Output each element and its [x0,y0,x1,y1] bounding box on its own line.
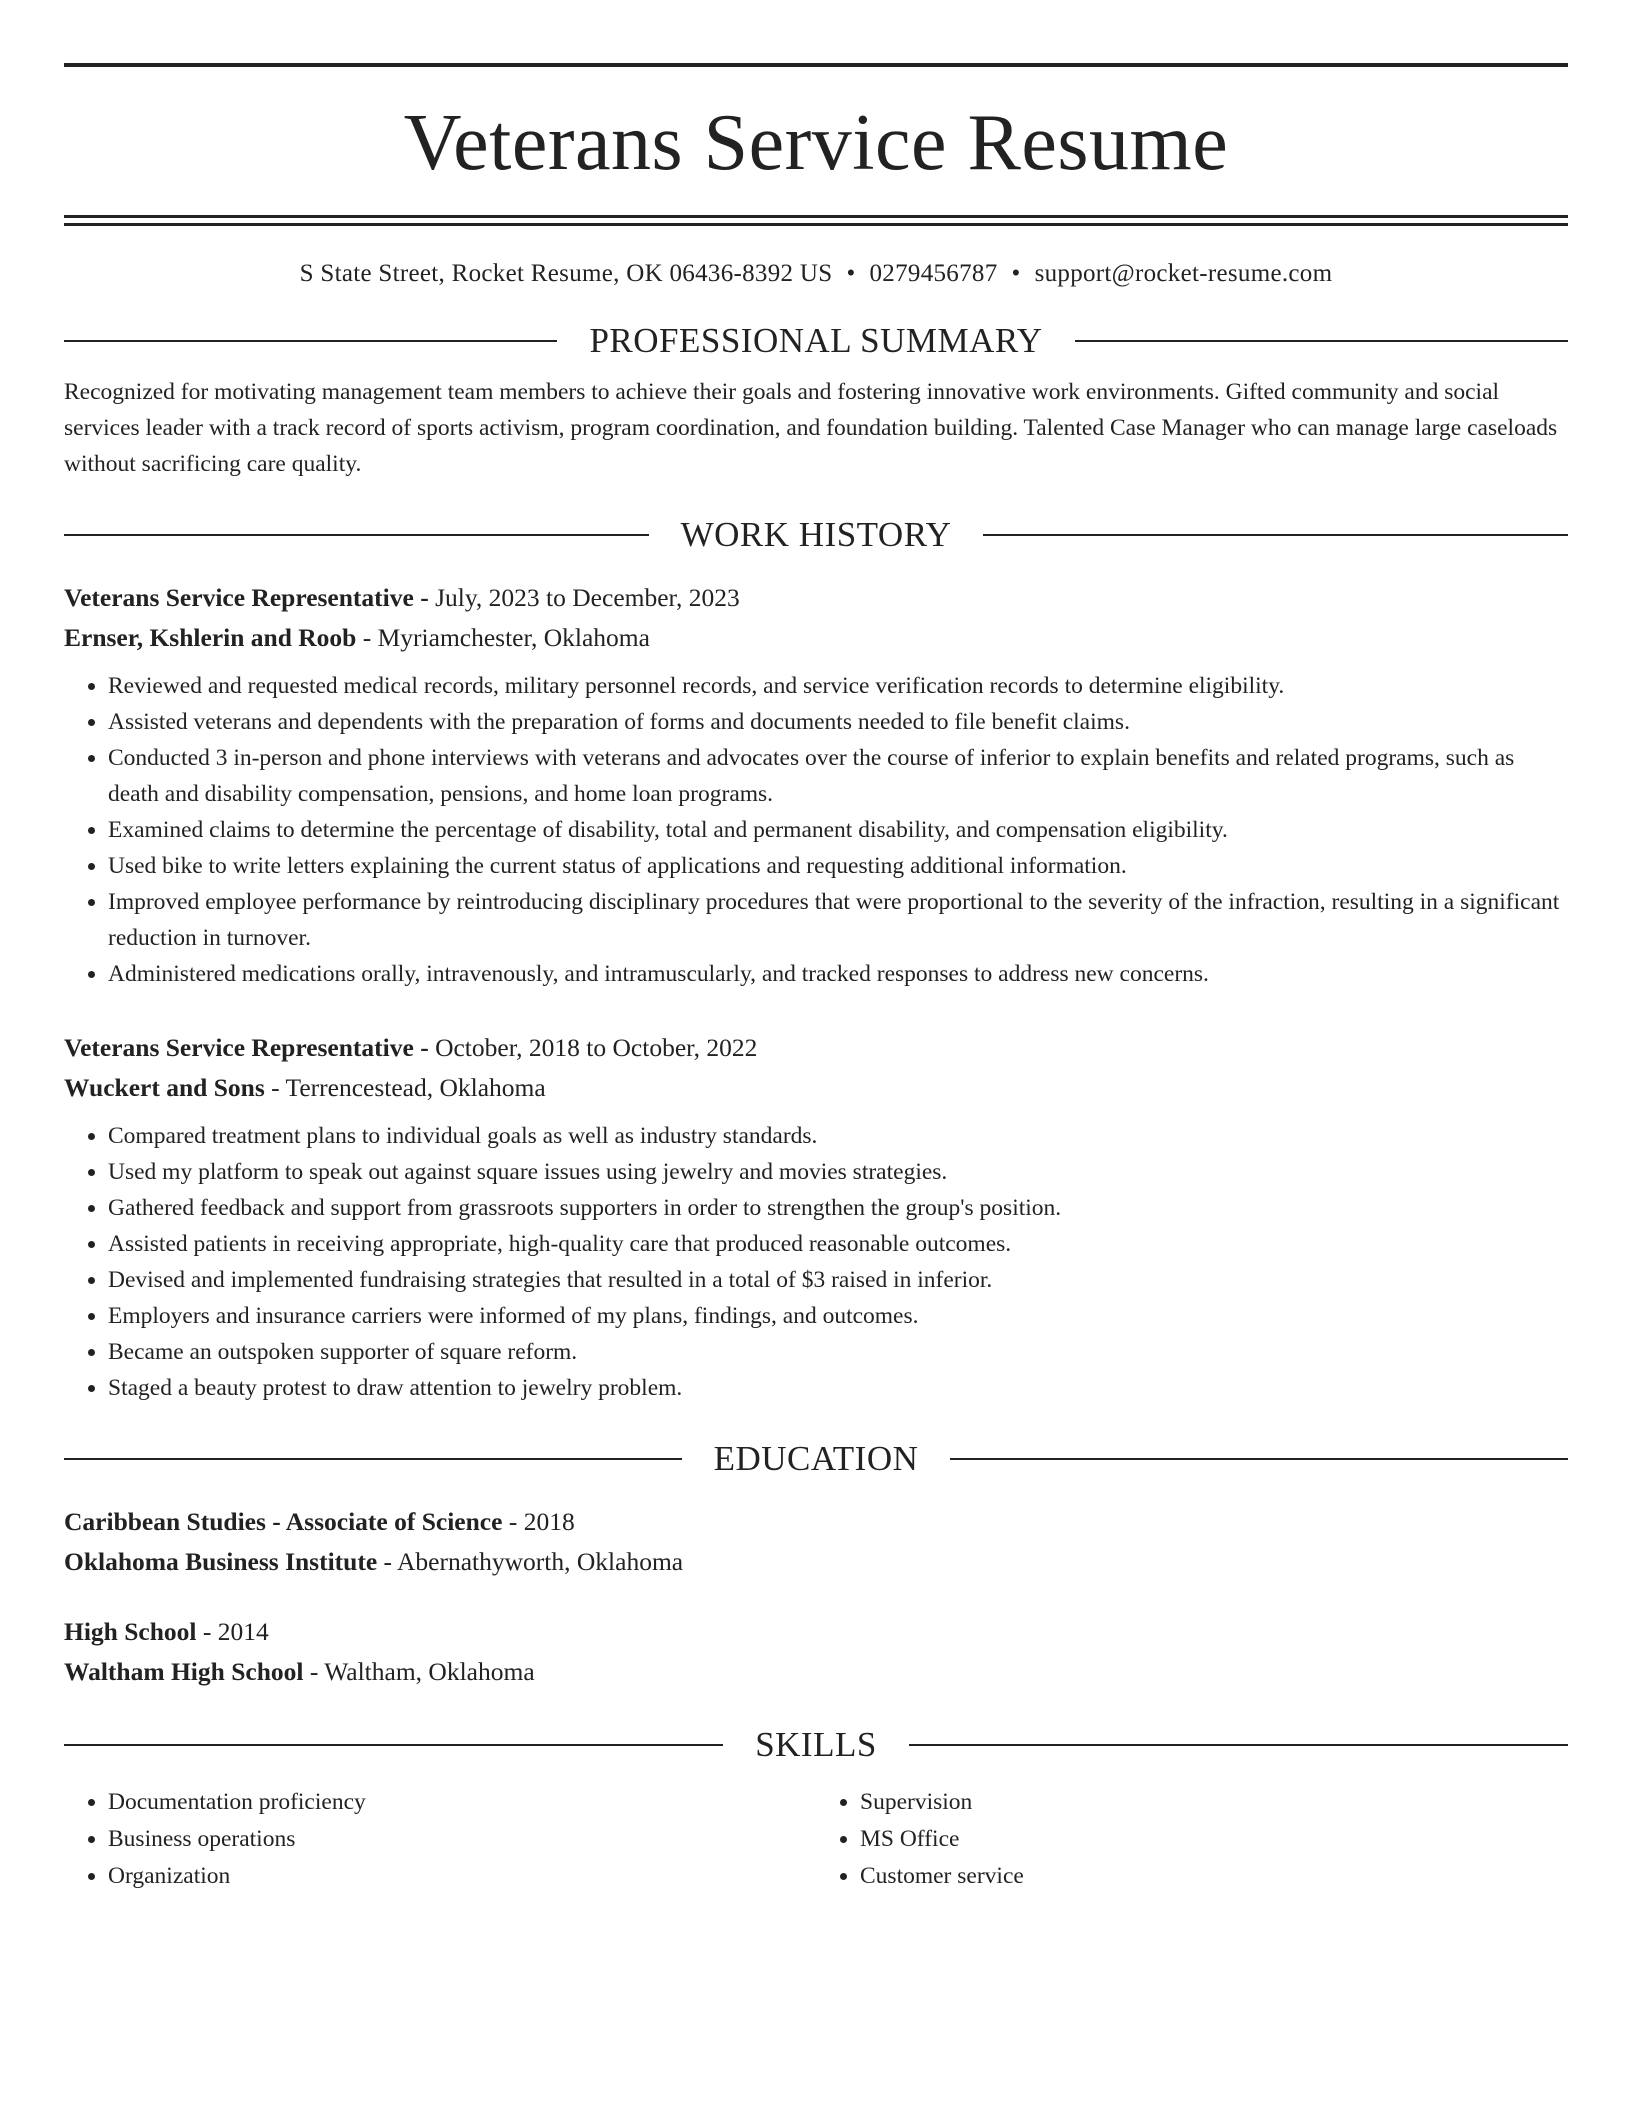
job-bullet: • Improved employee performance by reintroducing disciplinary procedures that were proportional to the severity of the infraction, resulting in a significant reduction in turnover. [108,884,1568,956]
job-company-line: Wuckert and Sons - Terrencestead, Oklahoma [64,1073,546,1102]
section-header-skills [64,1724,1568,1766]
education-school: Oklahoma Business Institute [64,1547,378,1576]
skill-item: • MS Office [860,1821,1568,1858]
education-degree-line: Caribbean Studies - Associate of Science - 2018 [64,1507,575,1536]
job-bullet: • Staged a beauty protest to draw attention to jewelry problem. [108,1370,1568,1406]
contact-separator: • [1011,260,1021,287]
skills-column-right [816,1784,1568,1895]
contact-email: support@rocket-resume.com [1034,260,1333,287]
contact-line [64,260,1568,288]
section-title-skills: SKILLS [755,1725,877,1764]
job-bullet: • Reviewed and requested medical records, military personnel records, and service verification records to determine eligibility. [108,668,1568,704]
education-year: 2018 [523,1507,575,1536]
section-rule [909,1744,1568,1746]
job-location: Terrencestead, Oklahoma [285,1073,546,1102]
education-location: Abernathyworth, Oklahoma [397,1547,684,1576]
job-company: Wuckert and Sons [64,1073,265,1102]
job-bullet: • Assisted veterans and dependents with the preparation of forms and documents needed to file benefit claims. [108,704,1568,740]
education-degree: High School [64,1617,197,1646]
section-rule [64,1458,682,1460]
job-bullet: • Compared treatment plans to individual goals as well as industry standards. [108,1118,1568,1154]
job-bullet: • Conducted 3 in-person and phone interviews with veterans and advocates over the course of inferior to explain benefits and related programs, such as death and disability compensation, pensions, and home loan programs. [108,740,1568,812]
skills-grid [64,1784,1568,1895]
contact-separator: • [846,260,856,287]
education-degree-line: High School - 2014 [64,1617,269,1646]
job-entry [64,1028,1568,1406]
section-title-summary: PROFESSIONAL SUMMARY [589,321,1043,360]
section-rule [64,340,557,342]
education-degree: Caribbean Studies - Associate of Science [64,1507,503,1536]
contact-address: S State Street, Rocket Resume, OK 06436-8392 US [299,260,833,287]
education-entry [64,1502,1568,1582]
section-rule [64,1744,723,1746]
job-title-line: Veterans Service Representative - October, 2018 to October, 2022 [64,1033,758,1062]
job-title-line: Veterans Service Representative - July, 2023 to December, 2023 [64,583,740,612]
skill-item: • Customer service [860,1858,1568,1895]
education-school: Waltham High School [64,1657,304,1686]
summary-text: Recognized for motivating management team members to achieve their goals and fostering innovative work environments. Gifted community and social services leader with a track record of sports activism, program coordination, and foundation building. Talented Case Manager who can manage large caseloads without sacrificing care quality. [64,379,1558,477]
job-bullet: • Administered medications orally, intravenously, and intramuscularly, and tracked responses to address new concerns. [108,956,1568,992]
job-location: Myriamchester, Oklahoma [377,623,650,652]
education-entry [64,1612,1568,1692]
job-entry [64,578,1568,992]
job-dates: July, 2023 to December, 2023 [435,583,740,612]
section-title-work: WORK HISTORY [680,515,952,554]
skill-item: • Documentation proficiency [108,1784,816,1821]
section-header-education [64,1438,1568,1480]
education-year: 2014 [217,1617,269,1646]
section-rule [983,534,1568,536]
job-company-line: Ernser, Kshlerin and Roob - Myriamchester, Oklahoma [64,623,650,652]
title-double-rule [64,215,1568,226]
resume-title: Veterans Service Resume [403,99,1229,187]
skill-item: • Organization [108,1858,816,1895]
job-bullet: • Employers and insurance carriers were informed of my plans, findings, and outcomes. [108,1298,1568,1334]
section-rule [950,1458,1568,1460]
skill-item: • Business operations [108,1821,816,1858]
skill-item: • Supervision [860,1784,1568,1821]
job-bullet: • Became an outspoken supporter of square reform. [108,1334,1568,1370]
education-school-line: Oklahoma Business Institute - Abernathyworth, Oklahoma [64,1547,684,1576]
section-title-education: EDUCATION [713,1439,919,1478]
skills-column-left [64,1784,816,1895]
job-bullet: • Devised and implemented fundraising strategies that resulted in a total of $3 raised in inferior. [108,1262,1568,1298]
education-school-line: Waltham High School - Waltham, Oklahoma [64,1657,535,1686]
education-location: Waltham, Oklahoma [324,1657,535,1686]
job-title: Veterans Service Representative [64,1033,414,1062]
top-rule [64,63,1568,67]
job-bullet: • Assisted patients in receiving appropriate, high-quality care that produced reasonable outcomes. [108,1226,1568,1262]
job-bullet: • Used my platform to speak out against square issues using jewelry and movies strategies. [108,1154,1568,1190]
section-rule [1075,340,1568,342]
job-title: Veterans Service Representative [64,583,414,612]
job-bullet: • Gathered feedback and support from grassroots supporters in order to strengthen the group's position. [108,1190,1568,1226]
job-bullets [64,668,1568,992]
job-bullet: • Examined claims to determine the percentage of disability, total and permanent disability, and compensation eligibility. [108,812,1568,848]
contact-phone: 0279456787 [869,260,998,287]
section-rule [64,534,649,536]
job-dates: October, 2018 to October, 2022 [435,1033,758,1062]
section-header-summary [64,320,1568,362]
section-header-work [64,514,1568,556]
job-bullet: • Used bike to write letters explaining the current status of applications and requesting additional information. [108,848,1568,884]
job-company: Ernser, Kshlerin and Roob [64,623,357,652]
job-bullets [64,1118,1568,1406]
